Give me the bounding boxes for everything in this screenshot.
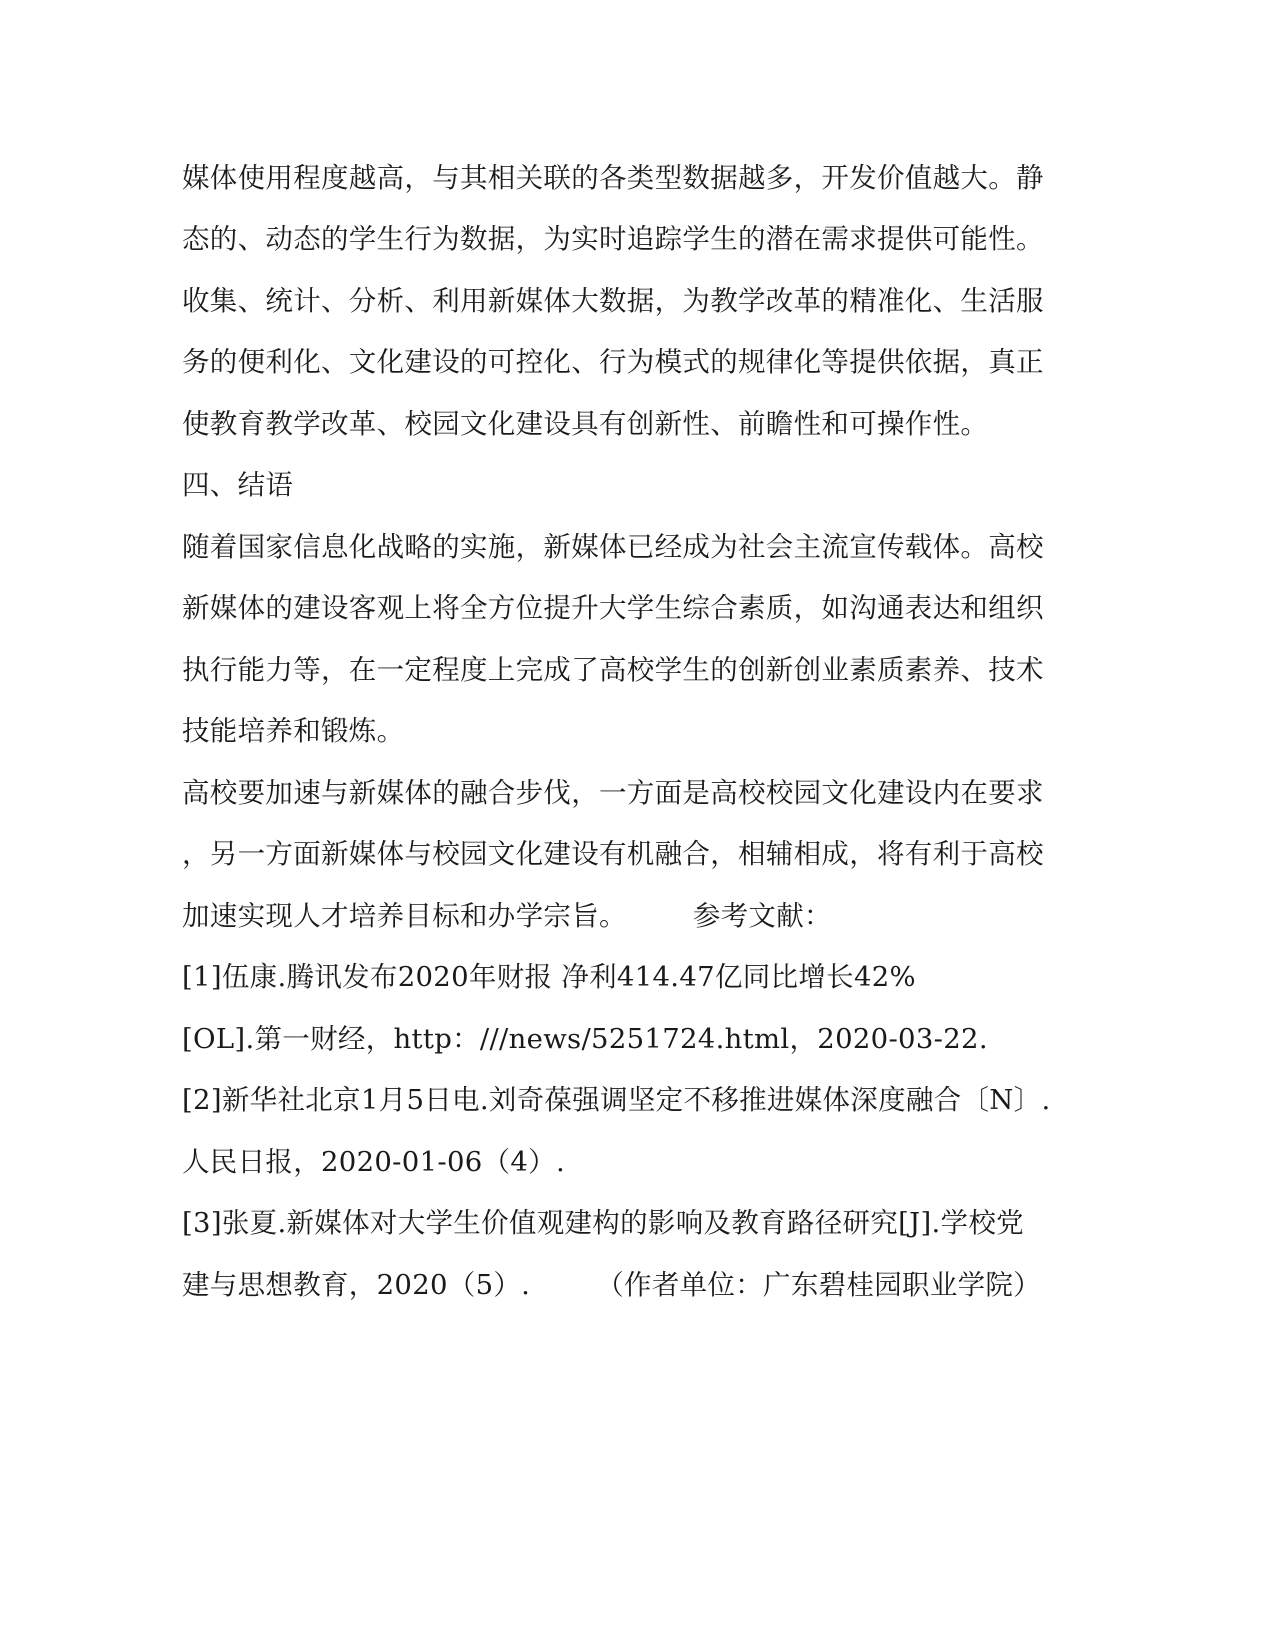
reference-line: 人民日报，2020-01-06（4）. [182,1146,565,1178]
reference-segment: 建与思想教育，2020（5）. [182,1269,531,1301]
body-text-line: 执行能力等，在一定程度上完成了高校学生的创新创业素质素养、技术 [182,654,1044,686]
body-text-line: 随着国家信息化战略的实施，新媒体已经成为社会主流宣传载体。高校 [182,531,1044,563]
body-text-line: 务的便利化、文化建设的可控化、行为模式的规律化等提供依据，真正 [182,346,1044,378]
reference-line: [1]伍康.腾讯发布2020年财报 净利414.47亿同比增长42% [182,961,916,993]
body-text-line: 高校要加速与新媒体的融合步伐，一方面是高校校园文化建设内在要求 [182,777,1044,809]
body-text-line: 技能培养和锻炼。 [182,715,405,747]
body-text-line: 使教育教学改革、校园文化建设具有创新性、前瞻性和可操作性。 [182,408,989,440]
body-text-line: 新媒体的建设客观上将全方位提升大学生综合素质，如沟通表达和组织 [182,592,1044,624]
body-text-line: 媒体使用程度越高，与其相关联的各类型数据越多，开发价值越大。静 [182,162,1044,194]
body-text-line: ，另一方面新媒体与校园文化建设有机融合，相辅相成，将有利于高校 [182,838,1044,870]
references-heading: 参考文献： [692,900,832,932]
section-heading: 四、结语 [182,469,294,501]
reference-line: [2]新华社北京1月5日电.刘奇葆强调坚定不移推进媒体深度融合〔N〕. [182,1084,1051,1116]
author-affiliation: （作者单位：广东碧桂园职业学院） [596,1269,1042,1301]
body-text-line: 收集、统计、分析、利用新媒体大数据，为教学改革的精准化、生活服 [182,285,1044,317]
body-text-segment: 加速实现人才培养目标和办学宗旨。 [182,900,627,932]
reference-line: [OL].第一财经，http：///news/5251724.html，2020-03-22. [182,1023,988,1055]
reference-line: [3]张夏.新媒体对大学生价值观建构的影响及教育路径研究[J].学校党 [182,1207,1024,1239]
body-text-line [182,896,1082,936]
reference-line [182,1265,1082,1305]
body-text-line: 态的、动态的学生行为数据，为实时追踪学生的潜在需求提供可能性。 [182,223,1044,255]
